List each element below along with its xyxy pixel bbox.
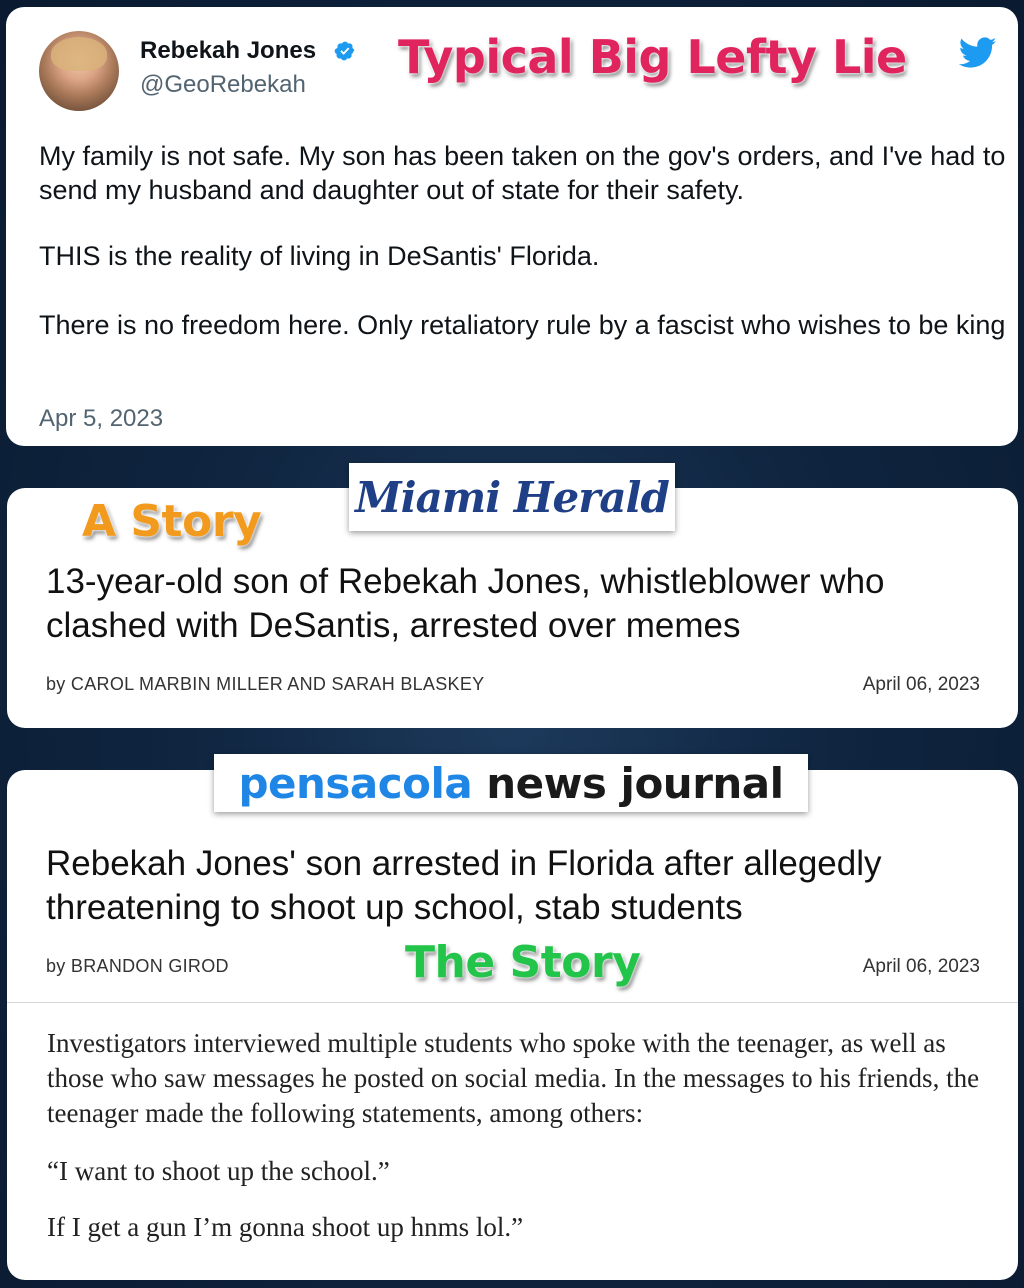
avatar-hair xyxy=(51,37,107,71)
article-excerpt: Investigators interviewed multiple students who spoke with the teenager, as well as those who saw messages he posted on social media. In the messages to his friends, the teenager made the following statements, among others: xyxy=(47,1028,980,1128)
caption-a-story: A Story xyxy=(82,496,262,547)
logo-word-news-journal: news journal xyxy=(486,758,784,808)
article-date: April 06, 2023 xyxy=(862,956,980,977)
miami-herald-logo: Miami Herald xyxy=(349,463,675,531)
logo-word-pensacola: pensacola xyxy=(238,758,473,808)
author-name[interactable]: Rebekah Jones xyxy=(140,37,317,64)
verified-badge-icon xyxy=(334,40,356,62)
pensacola-article-card[interactable] xyxy=(7,770,1018,1280)
pensacola-news-journal-logo xyxy=(214,754,808,812)
twitter-bird-icon[interactable] xyxy=(959,37,997,69)
article-quote: “I want to shoot up the school.” xyxy=(47,1156,390,1186)
tweet-date[interactable]: Apr 5, 2023 xyxy=(39,405,164,432)
author-handle[interactable]: @GeoRebekah xyxy=(140,71,306,98)
article-date: April 06, 2023 xyxy=(862,674,980,695)
article-byline: by BRANDON GIROD xyxy=(46,956,229,976)
tweet-paragraph: My family is not safe. My son has been taken on the gov's orders, and I've had to send my husband and daughter out of state for their safety. xyxy=(39,141,1006,205)
tweet-paragraph: There is no freedom here. Only retaliatory rule by a fascist who wishes to be king xyxy=(39,310,1006,340)
article-headline[interactable]: 13-year-old son of Rebekah Jones, whistleblower who clashed with DeSantis, arrested over memes xyxy=(46,562,885,645)
caption-the-story: The Story xyxy=(405,937,641,988)
tweet-paragraph: THIS is the reality of living in DeSantis' Florida. xyxy=(39,241,600,271)
divider xyxy=(7,1002,1018,1003)
caption-typical-big-lefty-lie: Typical Big Lefty Lie xyxy=(398,30,907,84)
article-headline[interactable]: Rebekah Jones' son arrested in Florida after allegedly threatening to shoot up school, stab students xyxy=(46,844,882,927)
avatar[interactable] xyxy=(39,31,119,111)
article-byline: by CAROL MARBIN MILLER AND SARAH BLASKEY xyxy=(46,674,485,694)
article-quote: If I get a gun I’m gonna shoot up hnms lol.” xyxy=(47,1212,524,1242)
